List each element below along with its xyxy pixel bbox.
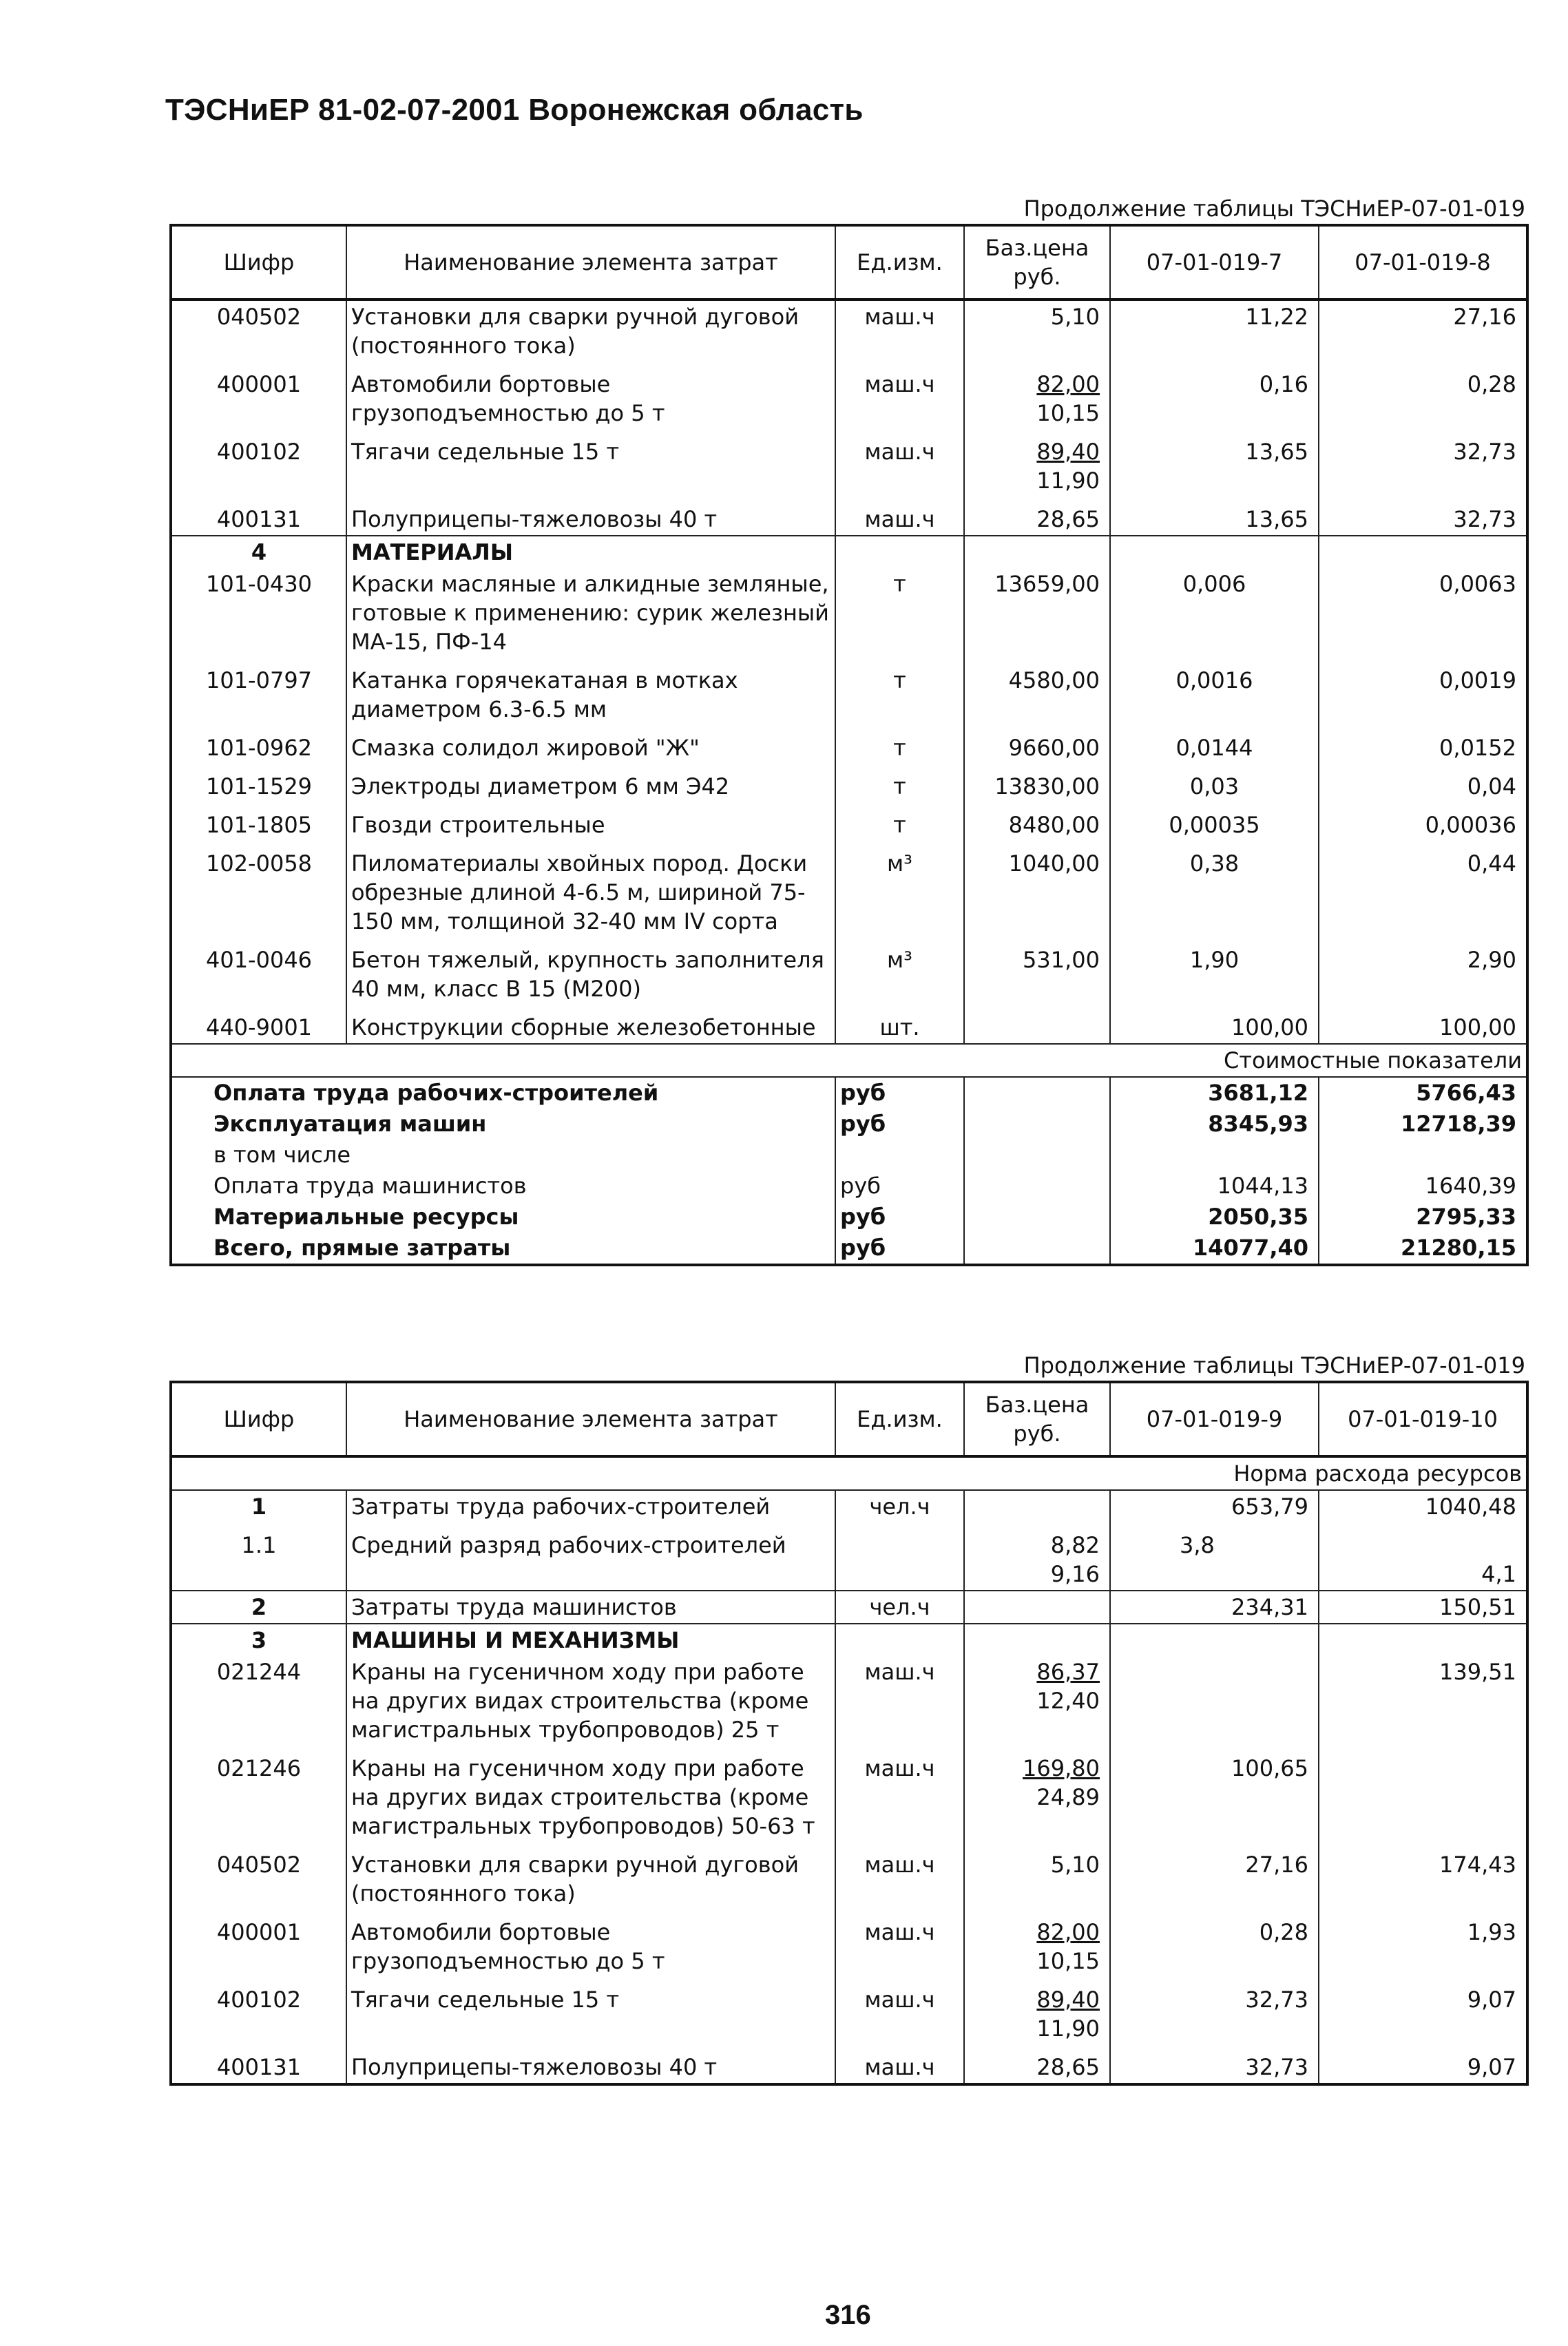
- cell-unit: шт.: [835, 1005, 964, 1044]
- summary-name: Оплата труда машинистов: [213, 1173, 527, 1199]
- summary-row: [171, 1109, 1527, 1140]
- cell-v1: 0,16: [1110, 362, 1319, 429]
- empty-cell: [964, 1490, 1110, 1522]
- cell-price: [964, 1005, 1110, 1044]
- col-price-header: Баз.цена руб.: [964, 225, 1110, 300]
- table-row: [171, 1909, 1527, 1977]
- empty-cell: [964, 1591, 1110, 1624]
- cell-price: [964, 1842, 1110, 1909]
- summary-name: Материальные ресурсы: [213, 1204, 519, 1230]
- table1-continuation-label: Продолжение таблицы ТЭСНиЕР-07-01-019: [1023, 196, 1525, 222]
- price-value: 82,00: [1036, 371, 1100, 397]
- col-name-header: Наименование элемента затрат: [346, 1382, 835, 1456]
- col-name-header: Наименование элемента затрат: [346, 225, 835, 300]
- cell-price: [964, 429, 1110, 496]
- price-secondary: 10,15: [1036, 400, 1100, 426]
- cell-code: 101-0962: [205, 735, 313, 761]
- grade-2: 9,16: [1050, 1561, 1100, 1587]
- cell-name: Бетон тяжелый, крупность заполнителя 40 мм, класс В 15 (М200): [346, 937, 835, 1005]
- summary-unit: [835, 1140, 964, 1171]
- cell-v1: 234,31: [1110, 1591, 1319, 1624]
- cell-v2: 1040,48: [1319, 1490, 1527, 1522]
- table2-header-row: [171, 1382, 1527, 1456]
- cell-unit: маш.ч: [835, 362, 964, 429]
- cell-v2: 139,51: [1319, 1656, 1527, 1746]
- page-number: 316: [825, 2300, 871, 2330]
- cell-v2: 174,43: [1319, 1842, 1527, 1909]
- price-value: 86,37: [1036, 1659, 1100, 1685]
- cell-v1: 0,0016: [1110, 658, 1319, 725]
- cell-v2: 0,04: [1319, 764, 1527, 802]
- empty-cell: [835, 536, 964, 568]
- cell-name: Средний разряд рабочих-строителей: [346, 1522, 835, 1591]
- section-title: МАТЕРИАЛЫ: [346, 536, 835, 568]
- summary-row: [171, 1077, 1527, 1109]
- summary-v1: 8345,93: [1110, 1109, 1319, 1140]
- cell-v2: 1,93: [1319, 1909, 1527, 1977]
- summary-unit: руб: [835, 1109, 964, 1140]
- cell-price: [964, 1656, 1110, 1746]
- cell-name: Затраты труда рабочих-строителей: [346, 1490, 835, 1522]
- cell-name: Установки для сварки ручной дуговой (постоянного тока): [346, 300, 835, 362]
- price-secondary: 11,90: [1036, 2015, 1100, 2042]
- cost-indicators-row: [171, 1044, 1527, 1077]
- price-value: 28,65: [1036, 2054, 1100, 2080]
- norm-label: Норма расхода ресурсов: [171, 1456, 1527, 1490]
- empty-cell: [964, 1077, 1110, 1109]
- cell-v1: [1110, 1656, 1319, 1746]
- col-price-header: Баз.цена руб.: [964, 1382, 1110, 1456]
- empty-cell: [1110, 536, 1319, 568]
- cell-unit: маш.ч: [835, 1656, 964, 1746]
- cell-v2: 9,07: [1319, 2044, 1527, 2084]
- cell-v2: 32,73: [1319, 496, 1527, 536]
- summary-row: [171, 1233, 1527, 1265]
- cell-unit: т: [835, 764, 964, 802]
- cell-v2: 0,0152: [1319, 725, 1527, 764]
- cell-unit: т: [835, 658, 964, 725]
- cell-unit: маш.ч: [835, 496, 964, 536]
- cell-name: Краны на гусеничном ходу при работе на других видах строительства (кроме магистральных трубопроводов) 25 т: [346, 1656, 835, 1746]
- summary-name: в том числе: [213, 1142, 351, 1168]
- cell-v2: 27,16: [1319, 300, 1527, 362]
- cell-price: [964, 2044, 1110, 2084]
- price-secondary: 24,89: [1036, 1784, 1100, 1810]
- table-row: [171, 725, 1527, 764]
- table-row: [171, 1490, 1527, 1522]
- cell-code: 400001: [216, 371, 302, 397]
- section-row: [171, 1624, 1527, 1656]
- cell-v1: 0,38: [1110, 841, 1319, 937]
- price-value: 169,80: [1023, 1755, 1100, 1781]
- cell-name: Автомобили бортовые грузоподъемностью до 5 т: [346, 1909, 835, 1977]
- summary-name: Эксплуатация машин: [213, 1111, 487, 1137]
- cell-name: Смазка солидол жировой "Ж": [346, 725, 835, 764]
- norm-label-row: [171, 1456, 1527, 1490]
- summary-v2: 1640,39: [1319, 1171, 1527, 1202]
- cell-v1: 13,65: [1110, 496, 1319, 536]
- col-v2-header: 07-01-019-10: [1319, 1382, 1527, 1456]
- cell-v1: 0,00035: [1110, 802, 1319, 841]
- cell-code: 101-1805: [205, 812, 313, 838]
- cell-v1: 1,90: [1110, 937, 1319, 1005]
- cell-v2: 2,90: [1319, 937, 1527, 1005]
- cell-name: Конструкции сборные железобетонные: [346, 1005, 835, 1044]
- section-row: [171, 536, 1527, 568]
- cell-unit: маш.ч: [835, 2044, 964, 2084]
- summary-name: Оплата труда рабочих-строителей: [213, 1080, 659, 1106]
- table-row: [171, 568, 1527, 658]
- table-row: [171, 496, 1527, 536]
- cell-name: Полуприцепы-тяжеловозы 40 т: [346, 2044, 835, 2084]
- summary-v2: 2795,33: [1319, 1202, 1527, 1233]
- price-value: 89,40: [1036, 1987, 1100, 2013]
- cell-price: 4580,00: [964, 658, 1110, 725]
- cell-unit: т: [835, 725, 964, 764]
- summary-row: [171, 1140, 1527, 1171]
- cell-code: 040502: [216, 1852, 302, 1878]
- empty-cell: [1110, 1624, 1319, 1656]
- cell-name: Краны на гусеничном ходу при работе на других видах строительства (кроме магистральных трубопроводов) 50-63 т: [346, 1746, 835, 1842]
- cell-name: Пиломатериалы хвойных пород. Доски обрезные длиной 4-6.5 м, шириной 75-150 мм, толщиной 32-40 мм IV сорта: [346, 841, 835, 937]
- price-secondary: 10,15: [1036, 1948, 1100, 1974]
- cell-code: 400131: [216, 506, 302, 532]
- table-row: [171, 658, 1527, 725]
- cell-v1: 653,79: [1110, 1490, 1319, 1522]
- table-row: [171, 1977, 1527, 2044]
- table-row: [171, 1591, 1527, 1624]
- col-v1-header: 07-01-019-7: [1110, 225, 1319, 300]
- cell-name: Установки для сварки ручной дуговой (постоянного тока): [346, 1842, 835, 1909]
- summary-v2: 12718,39: [1319, 1109, 1527, 1140]
- col-v1-header: 07-01-019-9: [1110, 1382, 1319, 1456]
- document-header: ТЭСНиЕР 81-02-07-2001 Воронежская область: [165, 93, 864, 127]
- col-code-header: Шифр: [171, 1382, 346, 1456]
- table2: [169, 1381, 1529, 2086]
- table-row: [171, 300, 1527, 362]
- empty-cell: [964, 536, 1110, 568]
- cell-code: 101-1529: [205, 773, 313, 799]
- empty-cell: [964, 1624, 1110, 1656]
- cell-code: 400102: [216, 1987, 302, 2013]
- cell-unit: маш.ч: [835, 1746, 964, 1842]
- cell-name: Автомобили бортовые грузоподъемностью до 5 т: [346, 362, 835, 429]
- cell-v1: 100,65: [1110, 1746, 1319, 1842]
- cell-price: [964, 300, 1110, 362]
- cell-price: 1040,00: [964, 841, 1110, 937]
- cell-v2: 100,00: [1319, 1005, 1527, 1044]
- cell-price: [964, 1522, 1110, 1591]
- table-row: [171, 764, 1527, 802]
- table1: [169, 224, 1529, 1266]
- col-unit-header: Ед.изм.: [835, 1382, 964, 1456]
- summary-row: [171, 1202, 1527, 1233]
- summary-unit: руб: [835, 1077, 964, 1109]
- cell-v1: 0,03: [1110, 764, 1319, 802]
- cell-price: [964, 1746, 1110, 1842]
- price-value: 82,00: [1036, 1919, 1100, 1945]
- table2-continuation-label: Продолжение таблицы ТЭСНиЕР-07-01-019: [1023, 1352, 1525, 1379]
- cell-v1: 3,8: [1110, 1522, 1319, 1591]
- cell-v2: 0,28: [1319, 362, 1527, 429]
- cell-v1: 32,73: [1110, 1977, 1319, 2044]
- cell-price: 9660,00: [964, 725, 1110, 764]
- table-row: [171, 937, 1527, 1005]
- table-row: [171, 1746, 1527, 1842]
- table-row: [171, 802, 1527, 841]
- cell-unit: т: [835, 568, 964, 658]
- price-secondary: 12,40: [1036, 1688, 1100, 1714]
- empty-cell: [1319, 1624, 1527, 1656]
- summary-v1: [1110, 1140, 1319, 1171]
- summary-v2: [1319, 1140, 1527, 1171]
- table-row: [171, 362, 1527, 429]
- empty-cell: [1319, 536, 1527, 568]
- section-title: МАШИНЫ И МЕХАНИЗМЫ: [346, 1624, 835, 1656]
- cell-v2: 150,51: [1319, 1591, 1527, 1624]
- empty-cell: [964, 1202, 1110, 1233]
- summary-unit: руб: [835, 1171, 964, 1202]
- price-value: 5,10: [1050, 304, 1100, 330]
- cell-name: Электроды диаметром 6 мм Э42: [346, 764, 835, 802]
- cell-unit: чел.ч: [835, 1490, 964, 1522]
- cell-name: Тягачи седельные 15 т: [346, 1977, 835, 2044]
- cell-code: 440-9001: [205, 1014, 313, 1040]
- cell-name: Краски масляные и алкидные земляные, готовые к применению: сурик железный МА-15, ПФ-14: [346, 568, 835, 658]
- cell-v1: 0,28: [1110, 1909, 1319, 1977]
- cell-code: 021244: [216, 1659, 302, 1685]
- summary-v2: 21280,15: [1319, 1233, 1527, 1265]
- cell-v1: 100,00: [1110, 1005, 1319, 1044]
- cell-unit: т: [835, 802, 964, 841]
- cell-code: 1.1: [241, 1532, 277, 1558]
- cell-v1: 13,65: [1110, 429, 1319, 496]
- col-unit-header: Ед.изм.: [835, 225, 964, 300]
- cell-price: [964, 1909, 1110, 1977]
- cell-price: 531,00: [964, 937, 1110, 1005]
- summary-unit: руб: [835, 1202, 964, 1233]
- cell-name: Полуприцепы-тяжеловозы 40 т: [346, 496, 835, 536]
- price-secondary: 11,90: [1036, 468, 1100, 494]
- cell-v2: 0,0019: [1319, 658, 1527, 725]
- cell-price: [964, 1977, 1110, 2044]
- cell-name: Гвозди строительные: [346, 802, 835, 841]
- cell-v2: 9,07: [1319, 1977, 1527, 2044]
- cell-unit: чел.ч: [835, 1591, 964, 1624]
- cell-v2: 0,00036: [1319, 802, 1527, 841]
- cell-code: 401-0046: [205, 947, 313, 973]
- cell-v2: 0,0063: [1319, 568, 1527, 658]
- table-row: [171, 1522, 1527, 1591]
- summary-unit: руб: [835, 1233, 964, 1265]
- summary-v1: 2050,35: [1110, 1202, 1319, 1233]
- cell-unit: маш.ч: [835, 1909, 964, 1977]
- section-code: 4: [171, 536, 346, 568]
- cell-code: 400001: [216, 1919, 302, 1945]
- empty-cell: [964, 1140, 1110, 1171]
- cell-price: 8480,00: [964, 802, 1110, 841]
- cell-v1: 0,0144: [1110, 725, 1319, 764]
- grade-value: 4,1: [1481, 1561, 1516, 1587]
- cell-code: 101-0797: [205, 667, 313, 693]
- summary-v1: 3681,12: [1110, 1077, 1319, 1109]
- cell-code: 101-0430: [205, 571, 313, 597]
- cell-code: 2: [171, 1591, 346, 1624]
- cell-v2: 32,73: [1319, 429, 1527, 496]
- cell-unit: маш.ч: [835, 429, 964, 496]
- table-row: [171, 841, 1527, 937]
- cell-code: 021246: [216, 1755, 302, 1781]
- table-row: [171, 1656, 1527, 1746]
- empty-cell: [964, 1109, 1110, 1140]
- cell-name: Тягачи седельные 15 т: [346, 429, 835, 496]
- cell-price: 13659,00: [964, 568, 1110, 658]
- cell-v1: 0,006: [1110, 568, 1319, 658]
- cell-unit: м³: [835, 937, 964, 1005]
- cell-code: 1: [251, 1494, 267, 1520]
- section-code: 3: [171, 1624, 346, 1656]
- summary-row: [171, 1171, 1527, 1202]
- cell-unit: маш.ч: [835, 300, 964, 362]
- summary-v1: 1044,13: [1110, 1171, 1319, 1202]
- cost-indicators-label: Стоимостные показатели: [171, 1044, 1527, 1077]
- cell-unit: м³: [835, 841, 964, 937]
- cell-name: Затраты труда машинистов: [346, 1591, 835, 1624]
- cell-price: 13830,00: [964, 764, 1110, 802]
- price-value: 5,10: [1050, 1852, 1100, 1878]
- cell-unit: маш.ч: [835, 1842, 964, 1909]
- cell-v2: [1319, 1746, 1527, 1842]
- summary-name: Всего, прямые затраты: [213, 1235, 511, 1261]
- cell-price: [964, 362, 1110, 429]
- cell-code: 400102: [216, 439, 302, 465]
- grade-1: 8,82: [1050, 1532, 1100, 1558]
- cell-v2: 0,44: [1319, 841, 1527, 937]
- cell-v1: 32,73: [1110, 2044, 1319, 2084]
- cell-v1: 27,16: [1110, 1842, 1319, 1909]
- cell-v1: 11,22: [1110, 300, 1319, 362]
- cell-code: 400131: [216, 2054, 302, 2080]
- cell-price: 28,65: [964, 496, 1110, 536]
- summary-v2: 5766,43: [1319, 1077, 1527, 1109]
- empty-cell: [964, 1233, 1110, 1265]
- table-row: [171, 1842, 1527, 1909]
- empty-cell: [835, 1624, 964, 1656]
- cell-v2: [1319, 1522, 1527, 1591]
- empty-cell: [964, 1171, 1110, 1202]
- cell-unit: маш.ч: [835, 1977, 964, 2044]
- table-row: [171, 429, 1527, 496]
- table1-header-row: [171, 225, 1527, 300]
- cell-code: 102-0058: [205, 850, 313, 877]
- empty-cell: [835, 1522, 964, 1591]
- summary-v1: 14077,40: [1110, 1233, 1319, 1265]
- cell-name: Катанка горячекатаная в мотках диаметром 6.3-6.5 мм: [346, 658, 835, 725]
- price-value: 89,40: [1036, 439, 1100, 465]
- table-row: [171, 2044, 1527, 2084]
- col-v2-header: 07-01-019-8: [1319, 225, 1527, 300]
- col-code-header: Шифр: [171, 225, 346, 300]
- cell-code: 040502: [216, 304, 302, 330]
- table-row: [171, 1005, 1527, 1044]
